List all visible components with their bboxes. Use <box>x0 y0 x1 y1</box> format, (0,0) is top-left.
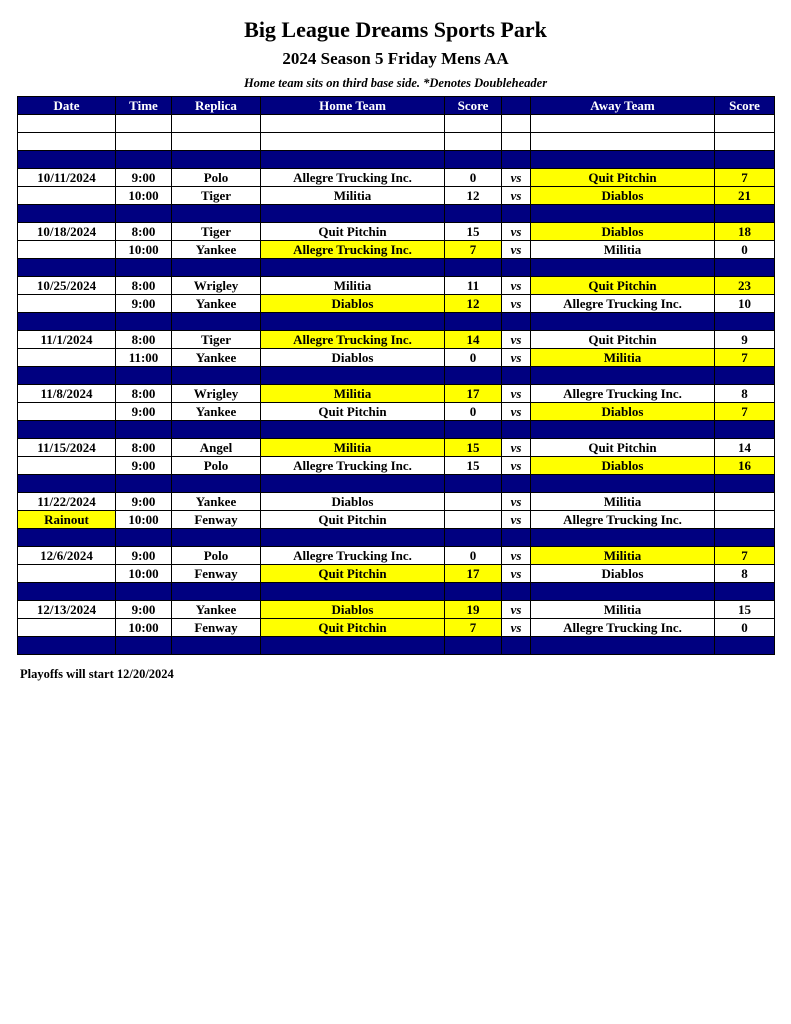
game-replica-field: Yankee <box>172 241 261 259</box>
game-replica-field: Wrigley <box>172 277 261 295</box>
home-team: Quit Pitchin <box>261 403 445 421</box>
away-score: 18 <box>715 223 775 241</box>
home-score <box>445 493 502 511</box>
game-row <box>18 277 775 295</box>
col-header-time: Time <box>116 97 172 115</box>
game-date: 10/25/2024 <box>18 277 116 295</box>
game-date <box>18 295 116 313</box>
vs-label: vs <box>502 169 531 187</box>
home-score: 7 <box>445 619 502 637</box>
playoffs-note: Playoffs will start 12/20/2024 <box>20 667 174 681</box>
vs-label: vs <box>502 565 531 583</box>
game-row <box>18 547 775 565</box>
game-date <box>18 241 116 259</box>
away-team: Militia <box>531 241 715 259</box>
game-row <box>18 187 775 205</box>
game-date <box>18 403 116 421</box>
vs-label: vs <box>502 385 531 403</box>
away-score: 15 <box>715 601 775 619</box>
vs-label: vs <box>502 187 531 205</box>
home-team: Quit Pitchin <box>261 565 445 583</box>
vs-label: vs <box>502 295 531 313</box>
home-team: Allegre Trucking Inc. <box>261 241 445 259</box>
game-date: 11/8/2024 <box>18 385 116 403</box>
week-separator-row <box>18 259 775 277</box>
game-time: 9:00 <box>116 457 172 475</box>
game-row <box>18 493 775 511</box>
game-date: 11/1/2024 <box>18 331 116 349</box>
week-separator-row <box>18 205 775 223</box>
home-score: 17 <box>445 565 502 583</box>
game-row <box>18 511 775 529</box>
home-score: 0 <box>445 403 502 421</box>
home-team: Quit Pitchin <box>261 511 445 529</box>
blank-row <box>18 133 775 151</box>
game-row <box>18 295 775 313</box>
home-score: 12 <box>445 295 502 313</box>
game-replica-field: Tiger <box>172 223 261 241</box>
away-team: Allegre Trucking Inc. <box>531 511 715 529</box>
away-score: 9 <box>715 331 775 349</box>
home-team: Quit Pitchin <box>261 223 445 241</box>
game-date: 12/6/2024 <box>18 547 116 565</box>
away-score: 7 <box>715 403 775 421</box>
col-header-away-team: Away Team <box>531 97 715 115</box>
away-team: Quit Pitchin <box>531 169 715 187</box>
vs-label: vs <box>502 457 531 475</box>
game-row <box>18 457 775 475</box>
away-score <box>715 511 775 529</box>
game-time: 8:00 <box>116 277 172 295</box>
week-separator-row <box>18 637 775 655</box>
header-row <box>18 97 775 115</box>
game-replica-field: Yankee <box>172 349 261 367</box>
vs-label: vs <box>502 349 531 367</box>
game-date: 10/11/2024 <box>18 169 116 187</box>
page-subtitle: 2024 Season 5 Friday Mens AA <box>282 49 509 68</box>
home-team: Allegre Trucking Inc. <box>261 169 445 187</box>
game-replica-field: Angel <box>172 439 261 457</box>
home-score: 15 <box>445 439 502 457</box>
home-team: Quit Pitchin <box>261 619 445 637</box>
away-team: Quit Pitchin <box>531 439 715 457</box>
game-time: 9:00 <box>116 295 172 313</box>
game-row <box>18 385 775 403</box>
game-time: 8:00 <box>116 439 172 457</box>
game-date <box>18 565 116 583</box>
away-score: 8 <box>715 565 775 583</box>
away-team: Militia <box>531 601 715 619</box>
game-time: 10:00 <box>116 511 172 529</box>
game-row <box>18 565 775 583</box>
away-score: 7 <box>715 547 775 565</box>
game-time: 10:00 <box>116 187 172 205</box>
home-score <box>445 511 502 529</box>
game-replica-field: Fenway <box>172 511 261 529</box>
vs-label: vs <box>502 277 531 295</box>
home-team: Militia <box>261 277 445 295</box>
week-separator-row <box>18 151 775 169</box>
game-replica-field: Fenway <box>172 619 261 637</box>
home-team: Diablos <box>261 601 445 619</box>
away-score: 16 <box>715 457 775 475</box>
game-replica-field: Fenway <box>172 565 261 583</box>
home-score: 7 <box>445 241 502 259</box>
home-score: 14 <box>445 331 502 349</box>
home-score: 15 <box>445 223 502 241</box>
home-team: Allegre Trucking Inc. <box>261 331 445 349</box>
game-date: 11/22/2024 <box>18 493 116 511</box>
home-team: Militia <box>261 187 445 205</box>
home-team: Diablos <box>261 295 445 313</box>
game-time: 10:00 <box>116 241 172 259</box>
home-team: Militia <box>261 439 445 457</box>
game-replica-field: Polo <box>172 457 261 475</box>
home-score: 11 <box>445 277 502 295</box>
home-score: 0 <box>445 547 502 565</box>
game-row <box>18 169 775 187</box>
week-separator-row <box>18 475 775 493</box>
game-replica-field: Yankee <box>172 601 261 619</box>
page-note: Home team sits on third base side. *Denotes Doubleheader <box>243 76 548 90</box>
away-score <box>715 493 775 511</box>
game-time: 9:00 <box>116 169 172 187</box>
home-score: 0 <box>445 169 502 187</box>
away-score: 21 <box>715 187 775 205</box>
game-date: 11/15/2024 <box>18 439 116 457</box>
game-replica-field: Yankee <box>172 493 261 511</box>
away-score: 0 <box>715 241 775 259</box>
game-time: 10:00 <box>116 619 172 637</box>
game-date <box>18 349 116 367</box>
home-team: Allegre Trucking Inc. <box>261 547 445 565</box>
week-separator-row <box>18 583 775 601</box>
away-score: 7 <box>715 169 775 187</box>
schedule-table <box>17 96 775 655</box>
away-score: 14 <box>715 439 775 457</box>
game-time: 11:00 <box>116 349 172 367</box>
game-replica-field: Yankee <box>172 295 261 313</box>
game-replica-field: Wrigley <box>172 385 261 403</box>
game-time: 9:00 <box>116 547 172 565</box>
col-header-home-score: Score <box>445 97 502 115</box>
home-score: 0 <box>445 349 502 367</box>
home-team: Diablos <box>261 493 445 511</box>
game-row <box>18 223 775 241</box>
vs-label: vs <box>502 511 531 529</box>
game-time: 8:00 <box>116 223 172 241</box>
game-replica-field: Tiger <box>172 187 261 205</box>
game-replica-field: Polo <box>172 169 261 187</box>
game-row <box>18 403 775 421</box>
vs-label: vs <box>502 403 531 421</box>
vs-label: vs <box>502 493 531 511</box>
game-row <box>18 331 775 349</box>
home-score: 15 <box>445 457 502 475</box>
vs-label: vs <box>502 619 531 637</box>
game-row <box>18 349 775 367</box>
away-team: Militia <box>531 547 715 565</box>
vs-label: vs <box>502 439 531 457</box>
game-time: 9:00 <box>116 493 172 511</box>
away-score: 7 <box>715 349 775 367</box>
vs-label: vs <box>502 223 531 241</box>
vs-label: vs <box>502 601 531 619</box>
game-time: 9:00 <box>116 601 172 619</box>
away-score: 0 <box>715 619 775 637</box>
away-score: 8 <box>715 385 775 403</box>
game-date: Rainout <box>18 511 116 529</box>
away-team: Diablos <box>531 457 715 475</box>
col-header-away-score: Score <box>715 97 775 115</box>
week-separator-row <box>18 529 775 547</box>
away-team: Allegre Trucking Inc. <box>531 385 715 403</box>
home-score: 19 <box>445 601 502 619</box>
home-team: Diablos <box>261 349 445 367</box>
away-team: Diablos <box>531 565 715 583</box>
away-team: Diablos <box>531 223 715 241</box>
away-score: 23 <box>715 277 775 295</box>
game-time: 8:00 <box>116 385 172 403</box>
game-date <box>18 187 116 205</box>
away-team: Militia <box>531 349 715 367</box>
vs-label: vs <box>502 331 531 349</box>
week-separator-row <box>18 313 775 331</box>
schedule-body <box>18 115 775 655</box>
game-time: 9:00 <box>116 403 172 421</box>
game-time: 8:00 <box>116 331 172 349</box>
game-replica-field: Yankee <box>172 403 261 421</box>
game-date: 12/13/2024 <box>18 601 116 619</box>
col-header-date: Date <box>18 97 116 115</box>
week-separator-row <box>18 367 775 385</box>
away-team: Allegre Trucking Inc. <box>531 295 715 313</box>
away-team: Diablos <box>531 403 715 421</box>
col-header-replica: Replica <box>172 97 261 115</box>
game-row <box>18 439 775 457</box>
vs-label: vs <box>502 547 531 565</box>
game-row <box>18 619 775 637</box>
game-row <box>18 241 775 259</box>
col-header-vs <box>502 97 531 115</box>
game-date: 10/18/2024 <box>18 223 116 241</box>
vs-label: vs <box>502 241 531 259</box>
blank-row <box>18 115 775 133</box>
game-replica-field: Polo <box>172 547 261 565</box>
week-separator-row <box>18 421 775 439</box>
game-row <box>18 601 775 619</box>
col-header-home-team: Home Team <box>261 97 445 115</box>
away-team: Quit Pitchin <box>531 277 715 295</box>
home-team: Allegre Trucking Inc. <box>261 457 445 475</box>
away-team: Quit Pitchin <box>531 331 715 349</box>
game-date <box>18 619 116 637</box>
game-time: 10:00 <box>116 565 172 583</box>
away-score: 10 <box>715 295 775 313</box>
game-date <box>18 457 116 475</box>
home-score: 17 <box>445 385 502 403</box>
game-replica-field: Tiger <box>172 331 261 349</box>
away-team: Allegre Trucking Inc. <box>531 619 715 637</box>
page-title: Big League Dreams Sports Park <box>244 17 547 42</box>
home-score: 12 <box>445 187 502 205</box>
away-team: Diablos <box>531 187 715 205</box>
away-team: Militia <box>531 493 715 511</box>
home-team: Militia <box>261 385 445 403</box>
